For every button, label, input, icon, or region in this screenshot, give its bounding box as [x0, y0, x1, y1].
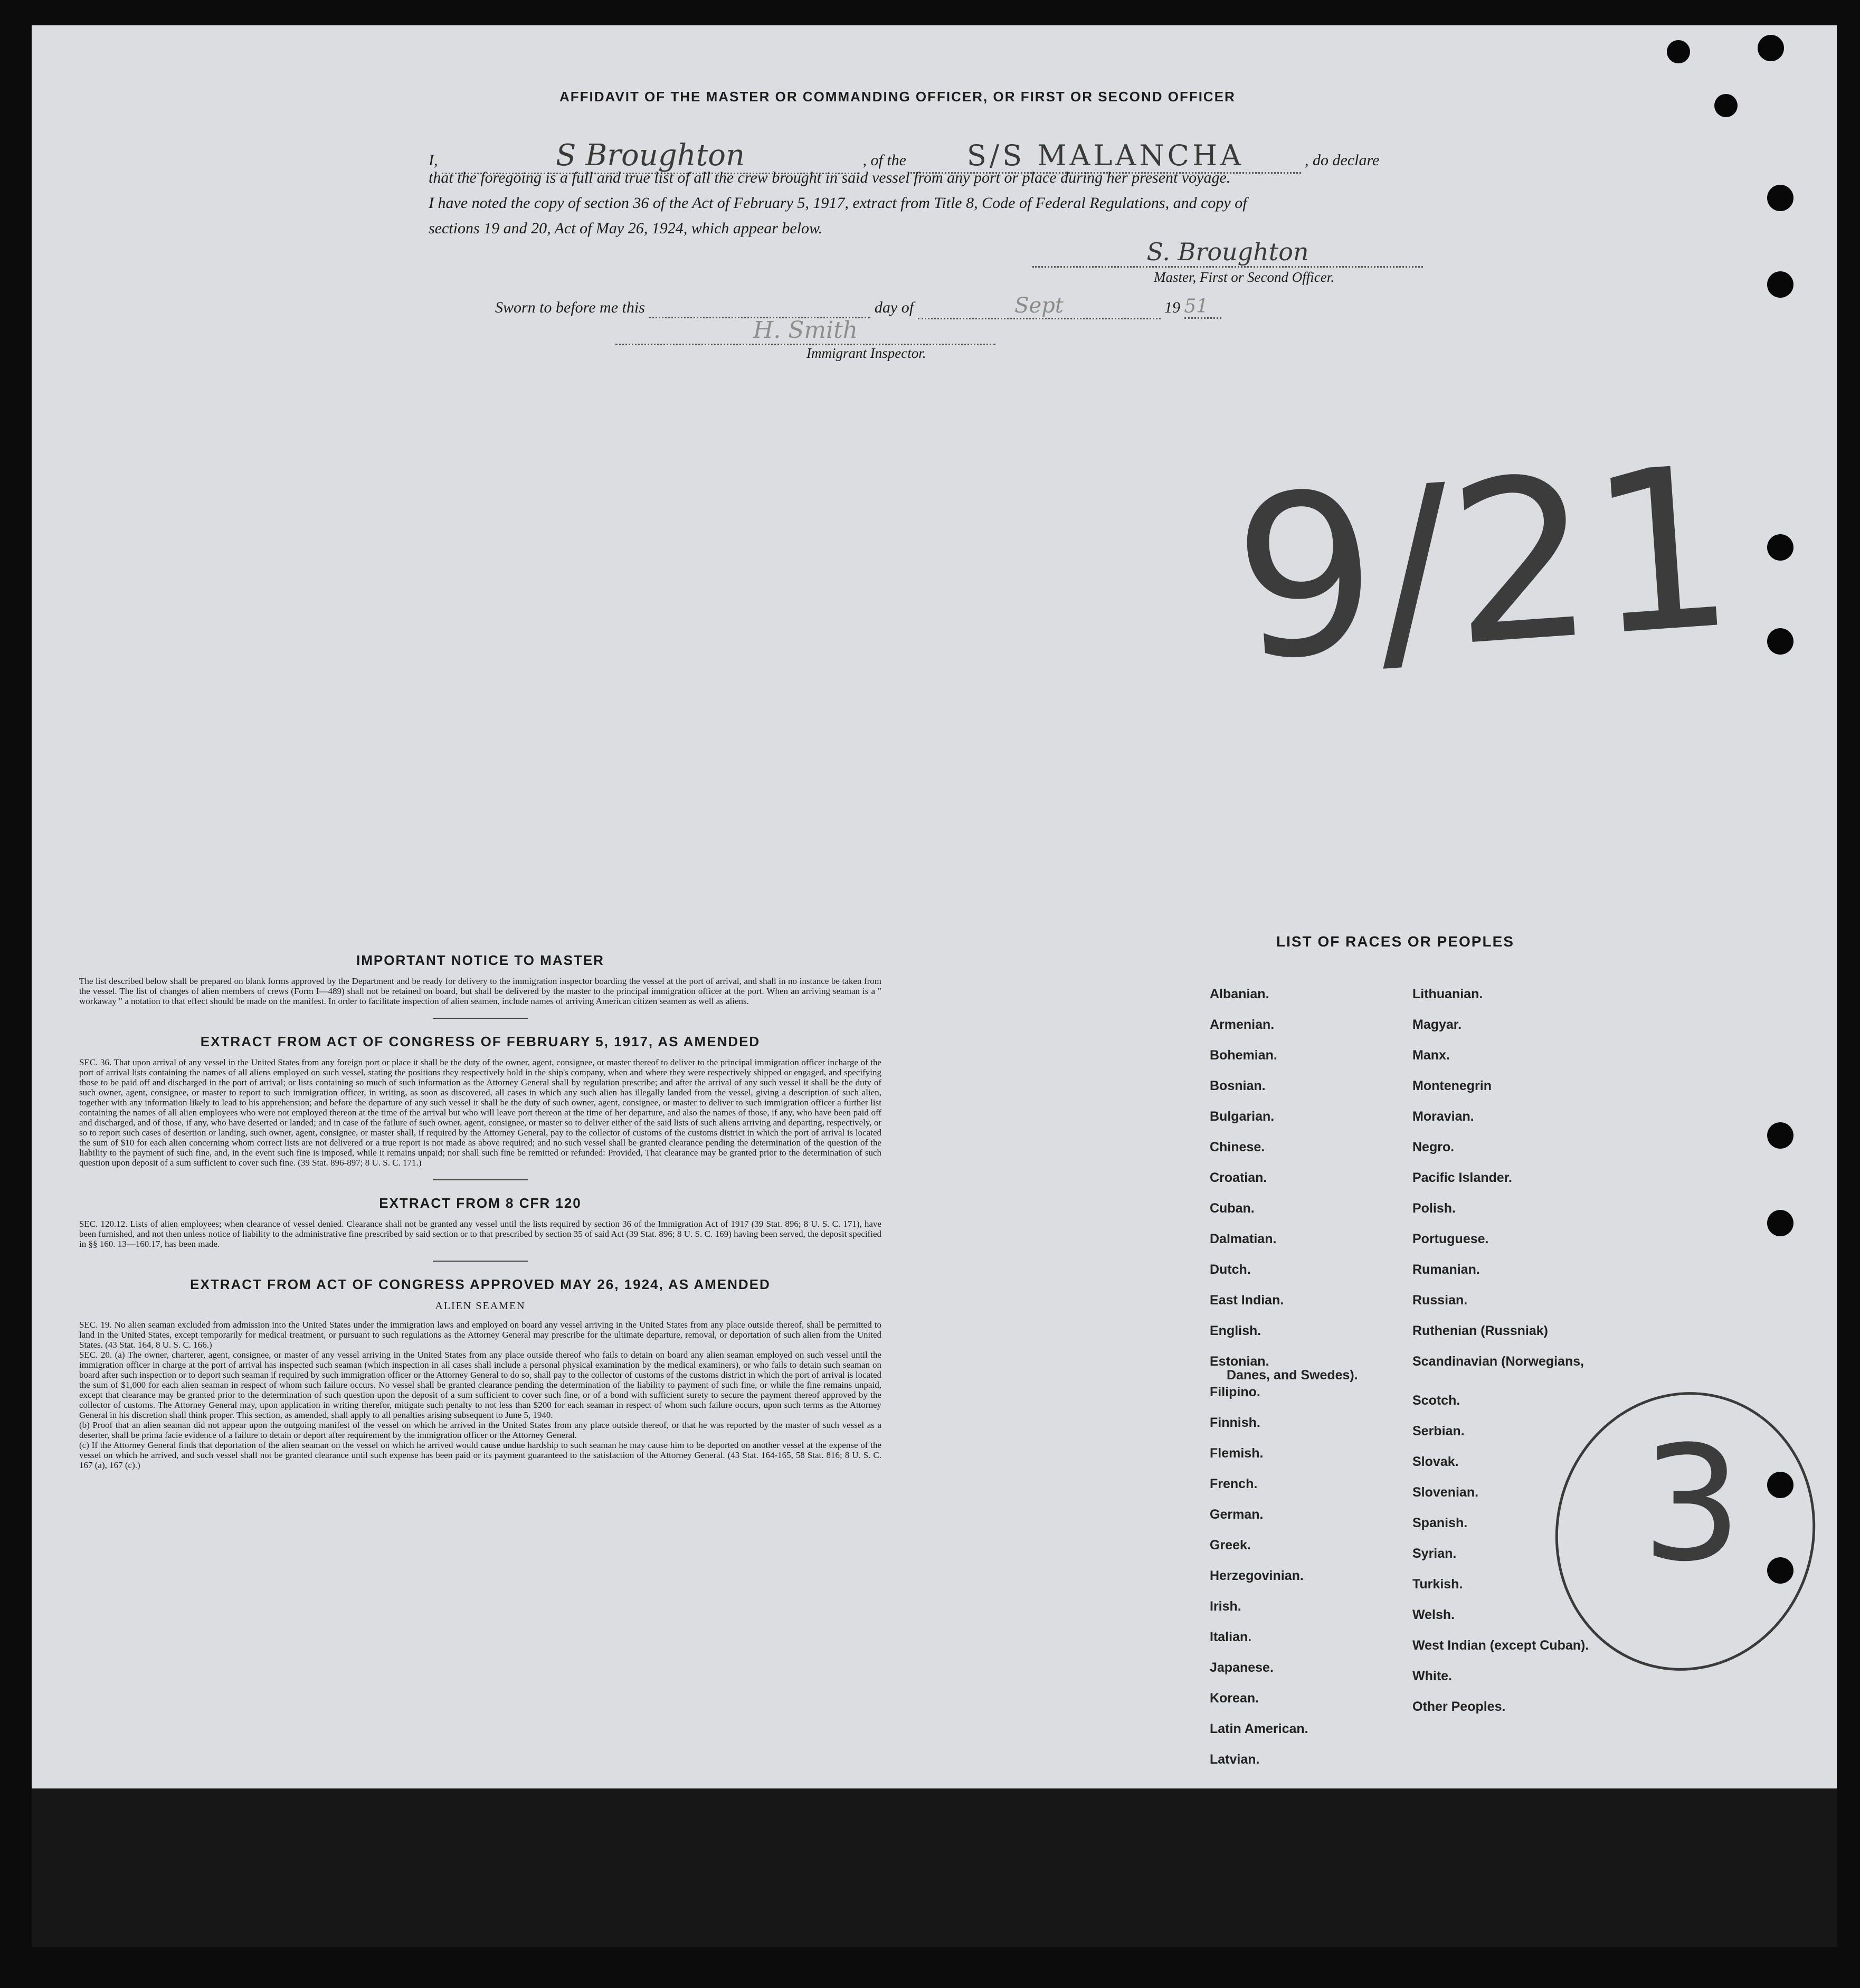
day-of-label: day of: [874, 299, 914, 316]
inspector-signature-handwritten: H. Smith: [615, 317, 995, 345]
extract-1924-sec20b: (b) Proof that an alien seaman did not appear upon the outgoing manifest of the vessel on which he arrived in the United States from any place outside thereof, or that he was reported by the master of such vessel as a deserter, shall be prima facie evidence of a failure to detain or deport after requirement by the immigration officer or the Attorney General.: [79, 1420, 881, 1440]
sworn-label: Sworn to before me this: [495, 299, 645, 316]
master-signature-caption: Master, First or Second Officer.: [1154, 269, 1334, 285]
sworn-day-field: [649, 299, 870, 318]
scan-border: [32, 1788, 1837, 1947]
binder-hole: [1767, 1122, 1793, 1149]
race-item: Croatian.: [1210, 1170, 1267, 1185]
inspector-caption: Immigrant Inspector.: [806, 345, 926, 361]
race-item: East Indian.: [1210, 1293, 1284, 1308]
inspector-signature-block: [615, 317, 995, 345]
do-declare-label: , do declare: [1305, 152, 1380, 169]
binder-hole: [1767, 1210, 1793, 1236]
affidavit-i-label: I,: [429, 152, 438, 169]
notices-column: [79, 952, 881, 1470]
race-item: Slovak.: [1412, 1454, 1459, 1469]
extract-cfr-body: SEC. 120.12. Lists of alien employees; when clearance of vessel denied. Clearance shall not be granted any vessel until the lists required by section 36 of the Immigration Act of 1917 (39 Stat. 896; 8 U. S. C. 171), have been furnished, and not then unless notice of liability to the administrative fine prescribed by said section or to that prescribed by section 35 of said Act (39 Stat. 896; 8 U. S. C. 169) having been served, the deposit specified in §§ 160. 13—160.17, has been made.: [79, 1219, 881, 1249]
affidavit-line-4: sections 19 and 20, Act of May 26, 1924, which appear below.: [429, 220, 823, 237]
race-item: Finnish.: [1210, 1415, 1260, 1430]
race-item: Dutch.: [1210, 1262, 1251, 1277]
of-the-label: , of the: [862, 152, 906, 169]
extract-1917-title: EXTRACT FROM ACT OF CONGRESS OF FEBRUARY 5, 1917, AS AMENDED: [200, 1034, 761, 1049]
section-divider: [433, 1179, 528, 1180]
master-signature-handwritten: S. Broughton: [1032, 238, 1423, 268]
extract-1924-sec20a: SEC. 20. (a) The owner, charterer, agent, consignee, or master of any vessel arriving in the United States from any place outside thereof who fails to detain on board any alien seaman employed on such vessel until the immigration officer in charge at the port of arrival has inspected such seaman (which inspection in all cases shall include a personal physical examination by the medical examiners), or who fails to detain such seaman on board after such inspection or to deport such seaman if required by such immigration officer or the Attorney General to do so, shall pay to the collector of customs of the customs district in which the port of arrival is located the sum of $1,000 for each alien seaman in respect of whom such failure occurs. No vessel shall be granted clearance pending the determination of the liability to payment of such fine, or while the fine remains unpaid, except that clearance may be granted prior to the determination of such question upon the deposit of a sum sufficient to cover such fine, or of a bond with sufficient surety to secure the payment thereof approved by the collector of customs. The Attorney General may, upon application in writing therefor, mitigate such penalty to not less than $200 for each seaman in respect of whom such failure occurs, upon such terms as the Attorney General in his discretion shall think proper. This section, as amended, shall apply to all penalties arising subsequent to June 5, 1940.: [79, 1350, 881, 1420]
section-divider: [433, 1261, 528, 1262]
binder-hole: [1767, 628, 1793, 655]
extract-1924-subtitle: ALIEN SEAMEN: [435, 1300, 526, 1312]
race-item: Spanish.: [1412, 1516, 1468, 1530]
binder-hole: [1767, 534, 1793, 561]
race-item: Ruthenian (Russniak): [1412, 1323, 1548, 1338]
race-item: Herzegovinian.: [1210, 1568, 1304, 1583]
race-item: Moravian.: [1412, 1109, 1474, 1124]
race-item: Italian.: [1210, 1630, 1252, 1644]
binder-hole: [1767, 271, 1793, 298]
race-item: Magyar.: [1412, 1017, 1462, 1032]
signer-name-handwritten: S Broughton: [555, 138, 745, 173]
race-item: Scandinavian (Norwegians,: [1412, 1354, 1584, 1369]
extract-1924-sec20c: (c) If the Attorney General finds that deportation of the alien seaman on the vessel on which he arrived would cause undue hardship to such seaman he may cause him to be deported on another vessel at the expense of the vessel on which he arrived, and such vessel shall not be granted clearance until such expense has been paid or its payment guaranteed to the satisfaction of the Attorney General. (43 Stat. 164-165, 58 Stat. 816; 8 U. S. C. 167 (a), 167 (c).): [79, 1440, 881, 1470]
race-item: Scotch.: [1412, 1393, 1460, 1408]
race-item: Manx.: [1412, 1048, 1450, 1063]
race-item: Turkish.: [1412, 1577, 1463, 1592]
race-item: White.: [1412, 1669, 1452, 1683]
notice-body: The list described below shall be prepared on blank forms approved by the Department and be ready for delivery to the immigration inspector boarding the vessel at the port of arrival, and shall in no instance be taken from the vessel. The list of changes of alien members of crews (Form I—489) shall not be retained on board, but shall be delivered by the master to the principal immigration officer at the port. When an arriving seaman is a " workaway " a notation to that effect should be made on the manifest. In order to facilitate inspection of alien seamen, include names of arriving American citizen seamen as well as aliens.: [79, 976, 881, 1006]
race-item: Pacific Islander.: [1412, 1170, 1512, 1185]
race-item: Cuban.: [1210, 1201, 1255, 1216]
handwritten-date-note: 9/21: [1227, 418, 1742, 711]
race-item: Rumanian.: [1412, 1262, 1480, 1277]
race-item: English.: [1210, 1323, 1261, 1338]
race-item: Portuguese.: [1412, 1232, 1489, 1246]
race-item: Japanese.: [1210, 1660, 1274, 1675]
binder-hole: [1714, 94, 1738, 117]
affidavit-line-2: that the foregoing is a full and true list of all the crew brought in said vessel from any port or place during her present voyage.: [429, 169, 1231, 186]
binder-hole: [1767, 185, 1793, 211]
race-item: Montenegrin: [1412, 1078, 1492, 1093]
affidavit-title: AFFIDAVIT OF THE MASTER OR COMMANDING OFFICER, OR FIRST OR SECOND OFFICER: [559, 89, 1236, 105]
sworn-month-field: [918, 294, 1161, 319]
vessel-name-handwritten: S/S MALANCHA: [966, 139, 1245, 172]
circled-number: 3: [1641, 1412, 1742, 1596]
race-item: Korean.: [1210, 1691, 1259, 1706]
race-item: Danes, and Swedes).: [1227, 1368, 1358, 1383]
race-item: Chinese.: [1210, 1140, 1265, 1154]
race-item: Other Peoples.: [1412, 1699, 1506, 1714]
race-item: Dalmatian.: [1210, 1232, 1277, 1246]
race-item: Bosnian.: [1210, 1078, 1266, 1093]
race-item: French.: [1210, 1476, 1258, 1491]
race-item: Bulgarian.: [1210, 1109, 1275, 1124]
race-item: Armenian.: [1210, 1017, 1275, 1032]
race-item: Flemish.: [1210, 1446, 1264, 1461]
extract-1917-body: SEC. 36. That upon arrival of any vessel in the United States from any foreign port or place it shall be the duty of the owner, agent, consignee, or master thereof to deliver to the principal immigration officer incharge of the port of arrival lists containing the names of all aliens employed on such vessel, stating the positions they respectively hold in the ship's company, when and where they were respectively shipped or engaged, and specifying those to be paid off and discharged in the port of arrival; or lists containing so much of such information as the Attorney General shall by regulation prescribe; and after the arrival of any such vessel it shall be the duty of such owner, agent, consignee, or master to report to such immigration officer, in writing, as soon as discovered, all cases in which any such alien has illegally landed from the vessel, giving a description of such alien, together with any information likely to lead to his apprehension; and before the departure of any such vessel it shall be the duty of such owner, agent, consignee, or master to deliver to such immigration officer a further list containing the names of all alien employees who were not employed thereon at the time of the arrival but who will leave port thereon at the time of her departure, and also the names of those, if any, who have been paid off and discharged, and of those, if any, who have deserted or landed; and in case of the failure of such owner, agent, consignee, or master so to deliver either of the said lists of such aliens arriving and departing, respectively, or so to report such cases of desertion or landing, such owner, agent, consignee, or master shall, if required by the Attorney General, pay to the collector of customs of the customs district in which the port of arrival is located the sum of $10 for each alien concerning whom correct lists are not delivered or a true report is not made as above required; and no such vessel shall be granted clearance pending the determination of the question of the liability to the payment of such fine, and, in the event such fine is imposed, while it remains unpaid; nor shall such fine be remitted or refunded: Provided, That clearance may be granted prior to the determination of such question upon deposit of a sum sufficient to cover such fine. (39 Stat. 896-897; 8 U. S. C. 171.): [79, 1057, 881, 1168]
extract-1924-title: EXTRACT FROM ACT OF CONGRESS APPROVED MAY 26, 1924, AS AMENDED: [190, 1276, 771, 1292]
race-item: Welsh.: [1412, 1607, 1455, 1622]
race-item: Bohemian.: [1210, 1048, 1277, 1063]
race-item: Serbian.: [1412, 1424, 1465, 1438]
binder-hole: [1758, 35, 1784, 61]
race-item: Filipino.: [1210, 1385, 1260, 1399]
binder-hole: [1667, 40, 1690, 63]
race-item: Albanian.: [1210, 987, 1269, 1001]
race-item: Lithuanian.: [1412, 987, 1483, 1001]
notice-title: IMPORTANT NOTICE TO MASTER: [356, 952, 604, 968]
race-item: West Indian (except Cuban).: [1412, 1638, 1589, 1653]
race-item: Greek.: [1210, 1538, 1251, 1552]
race-item: Polish.: [1412, 1201, 1456, 1216]
race-item: Russian.: [1412, 1293, 1468, 1308]
sworn-month-handwritten: Sept: [1014, 294, 1064, 318]
master-signature-block: [1032, 238, 1423, 268]
section-divider: [433, 1018, 528, 1019]
race-item: German.: [1210, 1507, 1264, 1522]
race-item: Latin American.: [1210, 1721, 1308, 1736]
extract-1924-sec19: SEC. 19. No alien seaman excluded from admission into the United States under the immigration laws and employed on board any vessel arriving in the United States from any place outside thereof, shall be permitted to land in the United States, except temporarily for medical treatment, or pursuant to such regulations as the Attorney General may prescribe for the ultimate departure, removal, or deportation of such alien from the United States. (43 Stat. 164, 8 U. S. C. 166.): [79, 1320, 881, 1350]
race-item: Irish.: [1210, 1599, 1241, 1614]
race-item: Latvian.: [1210, 1752, 1260, 1767]
races-list-title: LIST OF RACES OR PEOPLES: [1276, 933, 1514, 950]
race-item: Slovenian.: [1412, 1485, 1479, 1500]
sworn-line: [495, 294, 1221, 319]
affidavit-line-3: I have noted the copy of section 36 of the Act of February 5, 1917, extract from Title 8, Code of Federal Regulations, and copy of: [429, 194, 1247, 212]
extract-cfr-title: EXTRACT FROM 8 CFR 120: [379, 1195, 582, 1211]
sworn-year-handwritten: 51: [1184, 296, 1221, 319]
race-item: Estonian.: [1210, 1354, 1269, 1369]
year-prefix: 19: [1164, 299, 1181, 316]
race-item: Negro.: [1412, 1140, 1455, 1154]
race-item: Syrian.: [1412, 1546, 1457, 1561]
